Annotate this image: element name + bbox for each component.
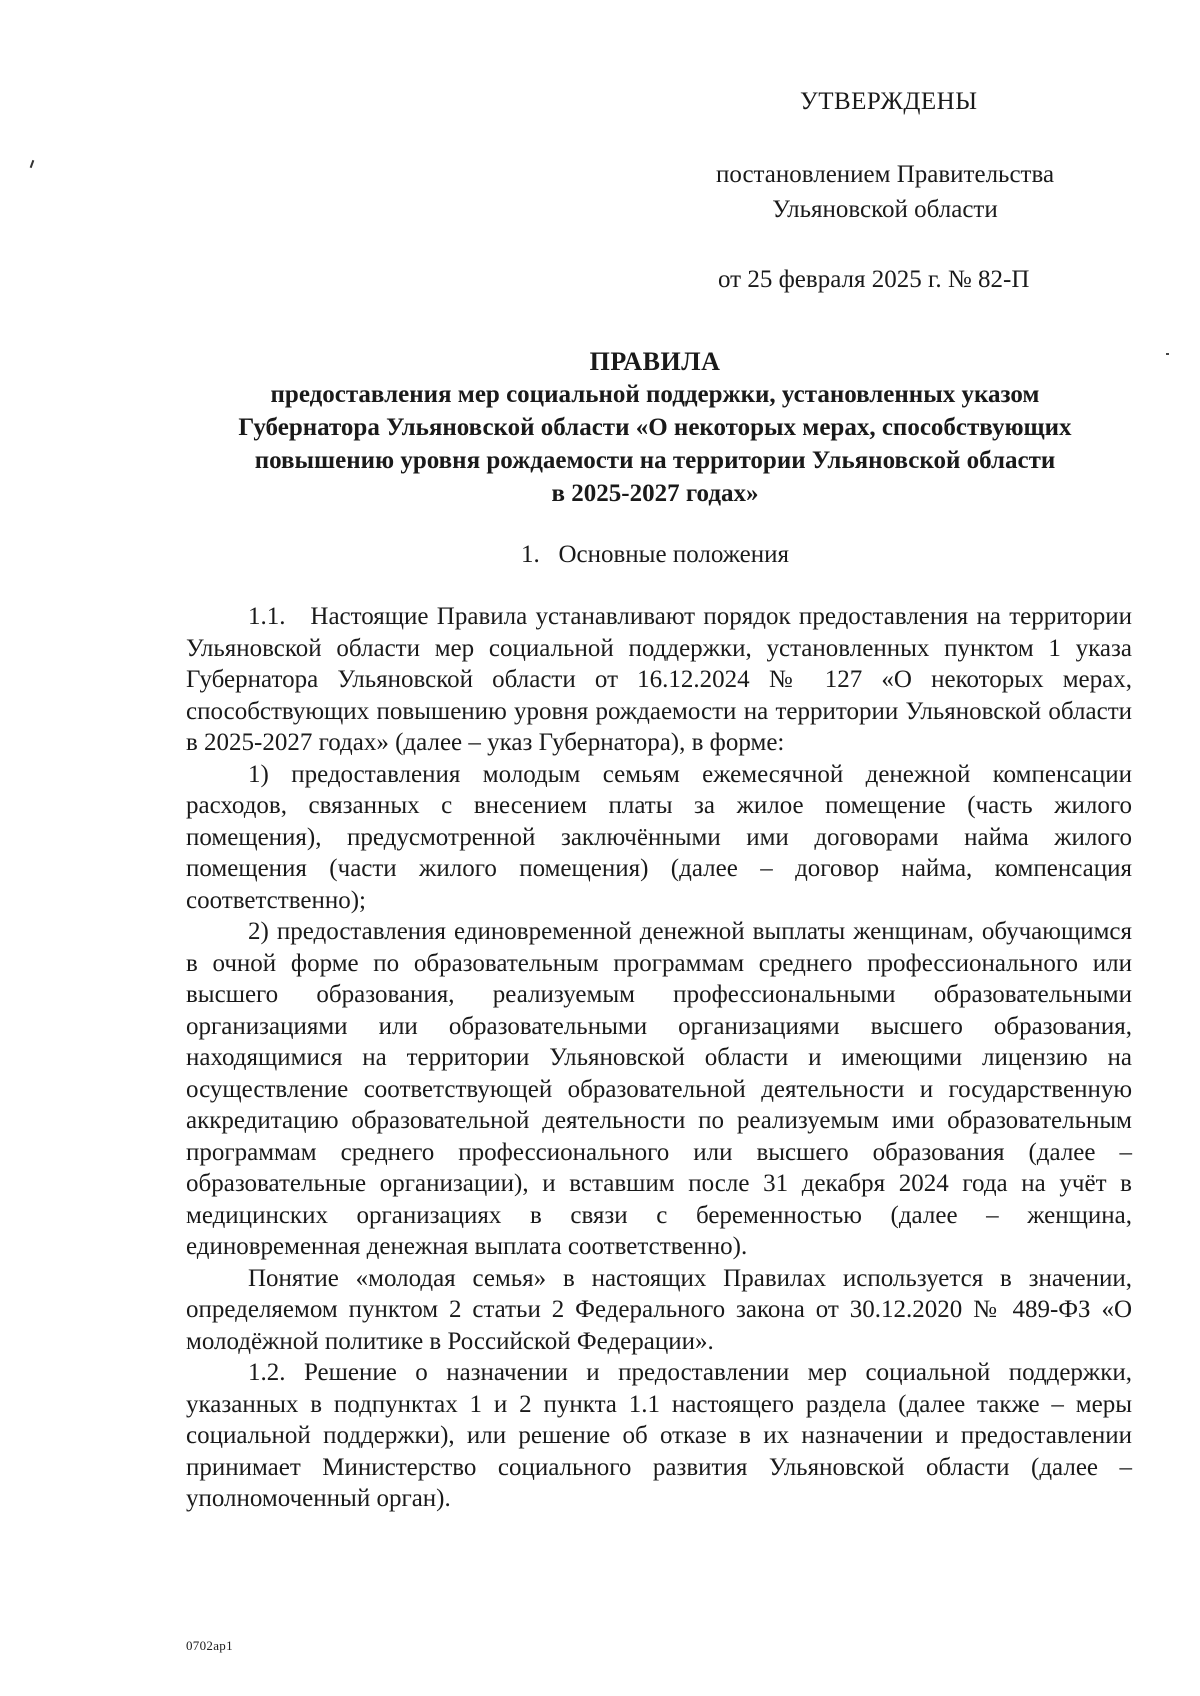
document-title: ПРАВИЛА [589, 347, 721, 376]
scan-artifact-dot [1166, 353, 1169, 355]
paragraph-1-1-item-1: 1) предоставления молодым семьям ежемесячной денежной компенсации расходов, связанных с внесением платы за жилое помещение (часть жилого помещения), предусмотренной заключёнными ими договорами найма жилого помещения (части жилого помещения) (далее – договор найма, компенсация соответственно); [186, 760, 1132, 914]
approval-stamp-block [700, 84, 1130, 297]
scan-artifact-mark [30, 160, 35, 168]
decree-line-2: Ульяновской области [772, 196, 998, 223]
paragraph-1-1-item-2: 2) предоставления единовременной денежной выплаты женщинам, обучающимся в очной форме по образовательным программам среднего профессионального или высшего образования, реализуемым профессиональными образовательными организациями или образовательными организациями высшего образования, находящимися на территории Ульяновской области и имеющими лицензию на осуществление соответствующей образовательной деятельности и государственную аккредитацию образовательной деятельности по реализуемым ими образовательным программам среднего профессионального или высшего образования (далее – образовательные организации), и вставшим после 31 декабря 2024 года на учёт в медицинских организациях в связи с беременностью (далее – женщина, единовременная денежная выплата соответственно). [186, 918, 1132, 1260]
document-title-block [180, 345, 1130, 510]
paragraph-young-family-definition: Понятие «молодая семья» в настоящих Правилах используется в значении, определяемом пунктом 2 статьи 2 Федерального закона от 30.12.2020 № 489-ФЗ «О молодёжной политике в Российской Федерации». [186, 1264, 1132, 1355]
approved-label: УТВЕРЖДЕНЫ [800, 88, 978, 115]
footer-document-code: 0702ap1 [186, 1638, 233, 1653]
title-line-2: Губернатора Ульяновской области «О некоторых мерах, способствующих [238, 414, 1072, 441]
paragraph-1-1: 1.1. Настоящие Правила устанавливают порядок предоставления на территории Ульяновской области мер социальной поддержки, установленных пунктом 1 указа Губернатора Ульяновской области от 16.12.2024 № 127 «О некоторых мерах, способствующих повышению уровня рождаемости на территории Ульяновской области в 2025-2027 годах» (далее – указ Губернатора), в форме: [186, 603, 1139, 756]
paragraph-1-2: 1.2. Решение о назначении и предоставлении мер социальной поддержки, указанных в подпунктах 1 и 2 пункта 1.1 настоящего раздела (далее также – меры социальной поддержки), или решение об отказе в их назначении и предоставлении принимает Министерство социального развития Ульяновской области (далее – уполномоченный орган). [186, 1359, 1132, 1512]
title-line-1: предоставления мер социальной поддержки, установленных указом [270, 381, 1040, 408]
document-body [186, 601, 1139, 1515]
section-heading: 1. Основные положения [520, 541, 790, 568]
title-line-3: повышению уровня рождаемости на территории Ульяновской области [254, 447, 1056, 474]
decree-reference [700, 157, 1070, 227]
title-line-4: в 2025-2027 годах» [551, 480, 759, 507]
decree-date: от 25 февраля 2025 г. № 82-П [718, 266, 1030, 293]
decree-line-1: постановлением Правительства [715, 161, 1055, 188]
